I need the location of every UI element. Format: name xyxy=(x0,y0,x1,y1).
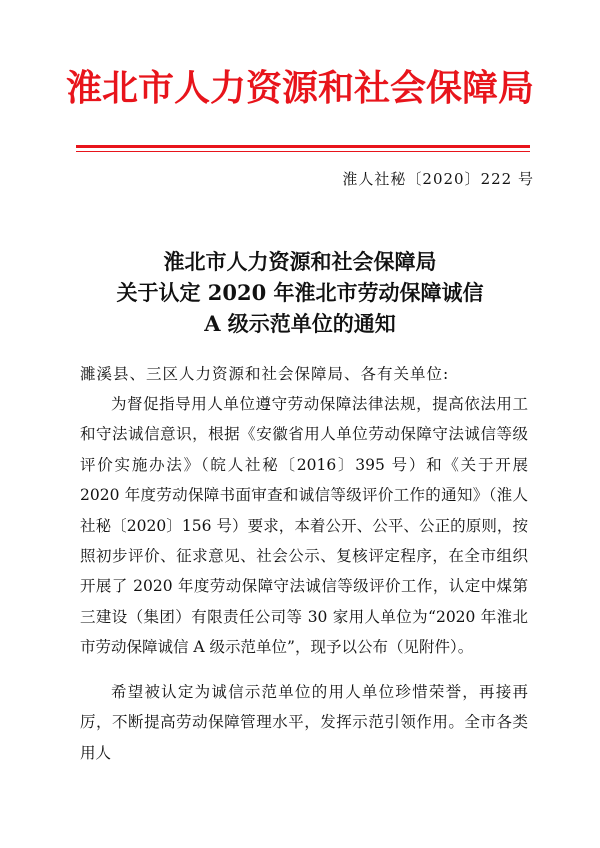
header-red-rule-thin xyxy=(76,151,530,152)
document-number: 淮人社秘〔2020〕222 号 xyxy=(342,170,534,188)
issuing-organization-header: 淮北市人力资源和社会保障局 xyxy=(65,68,534,109)
notice-title xyxy=(0,246,600,339)
notice-title-line-2: 关于认定 2020 年淮北市劳动保障诚信 xyxy=(116,280,484,305)
notice-title-line-1: 淮北市人力资源和社会保障局 xyxy=(163,249,437,274)
body-paragraph-1: 为督促指导用人单位遵守劳动保障法律法规，提高依法用工和守法诚信意识，根据《安徽省用人单位劳动保障守法诚信等级评价实施办法》（皖人社秘〔2016〕395 号）和《关于开展 2020 年度劳动保障书面审查和诚信等级评价工作的通知》（淮人社秘〔2020〕156 号）要求，本着公开、公平、公正的原则，按照初步评价、征求意见、社会公示、复核评定程序，在全市组织开展了 2020 年度劳动保障守法诚信等级评价工作，认定中煤第三建设（集团）有限责任公司等 30 家用人单位为“2020 年淮北市劳动保障诚信 A 级示范单位”，现予以公布（见附件）。 xyxy=(80,395,528,657)
header-red-rule-thick xyxy=(76,145,530,148)
notice-title-line-3: A 级示范单位的通知 xyxy=(204,311,396,336)
addressee: 濉溪县、三区人力资源和社会保障局、各有关单位: xyxy=(80,365,450,383)
body-paragraph-2: 希望被认定为诚信示范单位的用人单位珍惜荣誉，再接再厉，不断提高劳动保障管理水平，发挥示范引领作用。全市各类用人 xyxy=(80,683,528,762)
